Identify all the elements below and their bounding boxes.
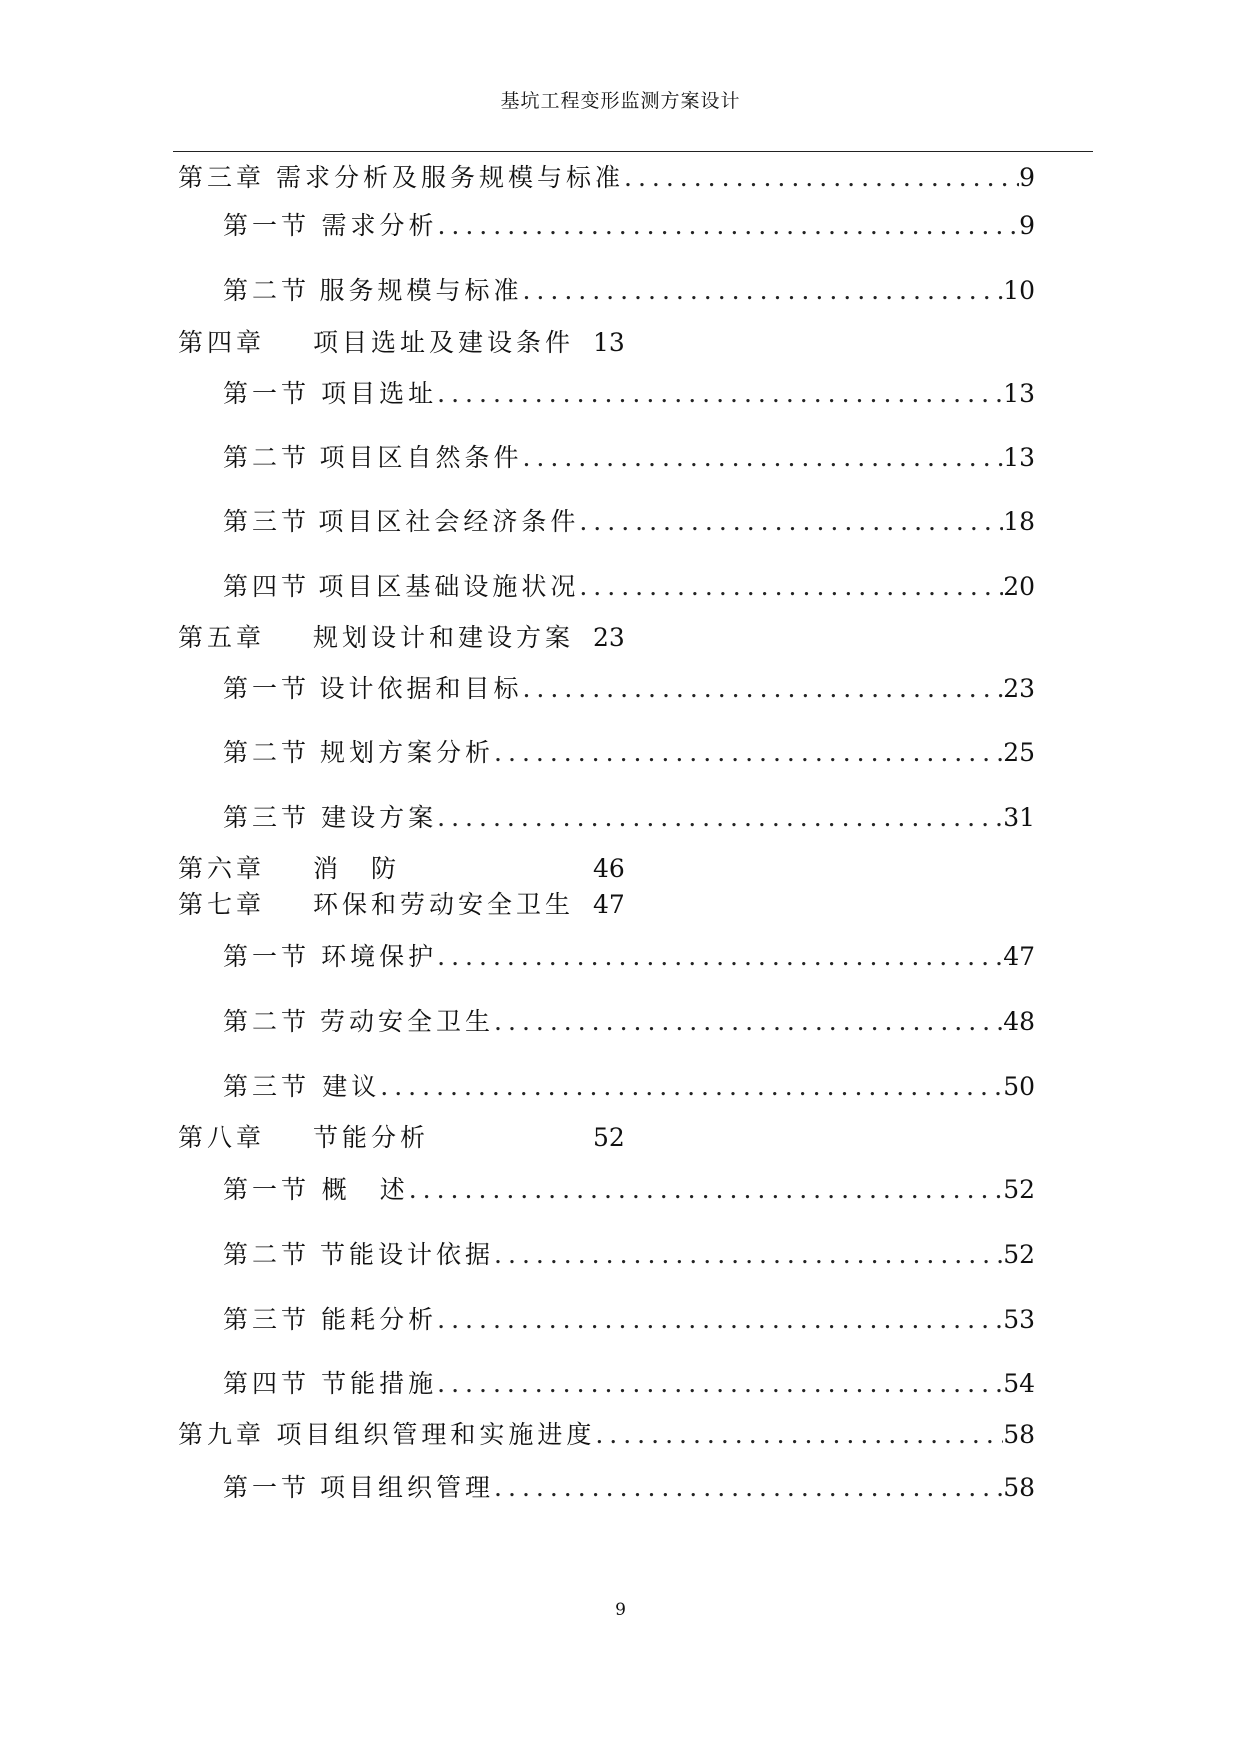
- toc-entry-number: 第二节: [223, 1007, 311, 1036]
- toc-dot-leader: [494, 735, 1003, 771]
- toc-entry-title: 环境保护: [321, 942, 438, 971]
- toc-dot-leader: [437, 1302, 1003, 1338]
- toc-entry-page: 48: [1003, 1007, 1035, 1036]
- toc-entry-title: 消 防: [313, 854, 401, 883]
- toc-entry-number: 第二节: [223, 738, 311, 767]
- toc-entry[interactable]: [223, 939, 1035, 975]
- toc-entry[interactable]: [223, 800, 1035, 836]
- toc-entry-number: 第一节: [223, 211, 311, 240]
- toc-entry-title: 建设方案: [321, 803, 438, 832]
- toc-entry-page: 23: [1003, 674, 1035, 703]
- toc-entry-number: 第一节: [223, 942, 311, 971]
- toc-entry-page: 50: [1003, 1072, 1035, 1101]
- toc-entry-number: 第二节: [223, 443, 311, 472]
- toc-entry-title: 项目组织管理: [320, 1473, 495, 1502]
- toc-entry-title: 需求分析及服务规模与标准: [275, 163, 624, 192]
- toc-entry-number: 第三节: [223, 507, 311, 536]
- running-header: 基坑工程变形监测方案设计: [500, 90, 741, 112]
- toc-entry[interactable]: [223, 273, 1035, 309]
- toc-entry-title: 节能分析: [313, 1123, 430, 1152]
- toc-entry-title: 概 述: [321, 1175, 409, 1204]
- toc-dot-leader: [437, 800, 1003, 836]
- toc-entry[interactable]: [178, 851, 400, 887]
- toc-entry-title: 项目区自然条件: [319, 443, 523, 472]
- toc-dot-leader: [624, 160, 1019, 196]
- toc-entry-title: 需求分析: [321, 211, 438, 240]
- toc-entry-title: 规划方案分析: [320, 738, 495, 767]
- toc-entry-page: 53: [1003, 1305, 1035, 1334]
- toc-entry-title: 项目选址: [321, 379, 438, 408]
- toc-entry[interactable]: [223, 735, 1035, 771]
- toc-entry-page: 13: [1003, 379, 1035, 408]
- toc-entry-page: 13: [1003, 443, 1035, 472]
- toc-entry-title: 项目区基础设施状况: [318, 572, 580, 601]
- toc-entry-page: 52: [1003, 1175, 1035, 1204]
- toc-entry-number: 第一节: [223, 1473, 311, 1502]
- toc-entry-number: 第八章: [178, 1123, 266, 1152]
- toc-entry-title: 项目选址及建设条件: [313, 328, 575, 357]
- toc-entry-number: 第三节: [223, 1305, 311, 1334]
- toc-entry-title: 设计依据和目标: [319, 674, 523, 703]
- toc-entry-number: 第六章: [178, 854, 266, 883]
- toc-dot-leader: [522, 671, 1003, 707]
- toc-entry[interactable]: [223, 569, 1035, 605]
- toc-entry-number: 第三节: [223, 803, 311, 832]
- toc-entry-number: 第四章: [178, 328, 266, 357]
- toc-entry-title: 劳动安全卫生: [320, 1007, 495, 1036]
- toc-entry-number: 第五章: [178, 623, 266, 652]
- toc-entry-number: 第一节: [223, 379, 311, 408]
- toc-entry[interactable]: [223, 1004, 1035, 1040]
- toc-entry[interactable]: [178, 887, 574, 923]
- toc-entry-title: 项目组织管理和实施进度: [276, 1420, 596, 1449]
- toc-entry[interactable]: [223, 504, 1035, 540]
- toc-entry-title: 节能设计依据: [320, 1240, 495, 1269]
- toc-entry-page: 31: [1003, 803, 1035, 832]
- toc-dot-leader: [380, 1069, 1003, 1105]
- toc-entry-page: 58: [1003, 1420, 1035, 1449]
- toc-entry-page: 54: [1003, 1369, 1035, 1398]
- toc-entry[interactable]: [178, 1417, 1035, 1453]
- toc-entry[interactable]: [178, 160, 1035, 196]
- toc-entry-title: 节能措施: [321, 1369, 438, 1398]
- toc-entry-title: 环保和劳动安全卫生: [313, 890, 575, 919]
- toc-entry[interactable]: [223, 1069, 1035, 1105]
- toc-entry[interactable]: [223, 1302, 1035, 1338]
- toc-dot-leader: [437, 939, 1003, 975]
- toc-entry-page: 9: [1019, 163, 1035, 192]
- toc-entry[interactable]: [223, 376, 1035, 412]
- toc-entry[interactable]: [223, 440, 1035, 476]
- toc-entry-page: 23: [593, 623, 625, 652]
- toc-entry[interactable]: [223, 671, 1035, 707]
- toc-entry-number: 第三节: [223, 1072, 311, 1101]
- toc-dot-leader: [437, 376, 1003, 412]
- toc-dot-leader: [437, 208, 1019, 244]
- toc-entry-number: 第二节: [223, 276, 311, 305]
- toc-entry-page: 52: [1003, 1240, 1035, 1269]
- toc-entry-page: 10: [1003, 276, 1035, 305]
- toc-entry-number: 第一节: [223, 1175, 311, 1204]
- toc-entry-title: 项目区社会经济条件: [318, 507, 580, 536]
- toc-entry[interactable]: [178, 1120, 429, 1156]
- toc-entry-page: 47: [593, 890, 625, 919]
- toc-entry-title: 能耗分析: [321, 1305, 438, 1334]
- toc-entry-page: 58: [1003, 1473, 1035, 1502]
- toc-dot-leader: [437, 1366, 1003, 1402]
- toc-entry[interactable]: [223, 208, 1035, 244]
- toc-entry-page: 20: [1003, 572, 1035, 601]
- toc-entry-number: 第四节: [223, 572, 311, 601]
- toc-entry-number: 第一节: [223, 674, 311, 703]
- page-number: 9: [615, 1600, 626, 1620]
- toc-entry-number: 第七章: [178, 890, 266, 919]
- toc-entry-number: 第三章: [178, 163, 266, 192]
- toc-entry-page: 46: [593, 854, 625, 883]
- toc-dot-leader: [522, 273, 1003, 309]
- toc-entry[interactable]: [223, 1237, 1035, 1273]
- toc-dot-leader: [579, 504, 1003, 540]
- toc-entry[interactable]: [223, 1172, 1035, 1208]
- toc-entry-title: 建议: [322, 1072, 381, 1101]
- toc-entry-page: 52: [593, 1123, 625, 1152]
- toc-dot-leader: [522, 440, 1003, 476]
- toc-dot-leader: [494, 1004, 1003, 1040]
- toc-entry-number: 第二节: [223, 1240, 311, 1269]
- toc-entry[interactable]: [223, 1366, 1035, 1402]
- toc-dot-leader: [494, 1470, 1003, 1506]
- toc-dot-leader: [494, 1237, 1003, 1273]
- toc-entry[interactable]: [178, 620, 574, 656]
- toc-entry-page: 25: [1003, 738, 1035, 767]
- toc-dot-leader: [579, 569, 1003, 605]
- toc-entry[interactable]: [178, 325, 574, 361]
- toc-entry-page: 13: [593, 328, 625, 357]
- toc-entry-page: 47: [1003, 942, 1035, 971]
- toc-entry[interactable]: [223, 1470, 1035, 1506]
- toc-dot-leader: [409, 1172, 1003, 1208]
- toc-entry-number: 第四节: [223, 1369, 311, 1398]
- toc-dot-leader: [595, 1417, 1003, 1453]
- toc-entry-number: 第九章: [178, 1420, 266, 1449]
- toc-entry-title: 规划设计和建设方案: [313, 623, 575, 652]
- toc-entry-title: 服务规模与标准: [319, 276, 523, 305]
- toc-entry-page: 9: [1019, 211, 1035, 240]
- toc-entry-page: 18: [1003, 507, 1035, 536]
